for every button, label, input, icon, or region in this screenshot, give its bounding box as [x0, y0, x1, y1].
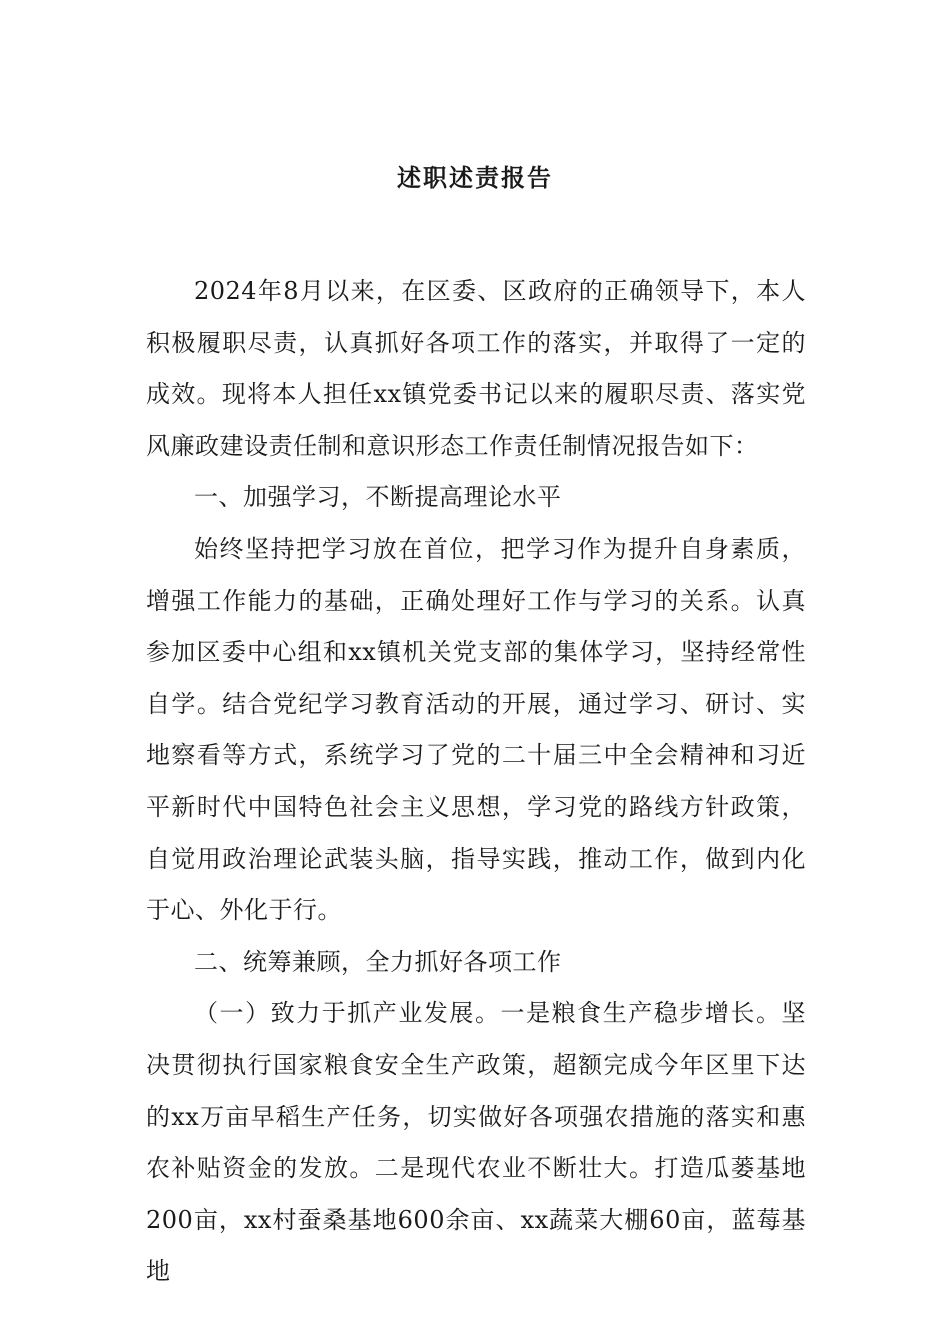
industry-paragraph: （一）致力于抓产业发展。一是粮食生产稳步增长。坚决贯彻执行国家粮食安全生产政策，超额完成今年区里下达的xx万亩早稻生产任务，切实做好各项强农措施的落实和惠农补贴资金的发放。二是现代农业不断壮大。打造瓜蒌基地200亩，xx村蚕桑基地600余亩、xx蔬菜大棚60亩，蓝莓基地 — [146, 999, 806, 1286]
document-title: 述职述责报告 — [397, 163, 553, 192]
intro-paragraph: 2024年8月以来，在区委、区政府的正确领导下，本人积极履职尽责，认真抓好各项工作的落实，并取得了一定的成效。现将本人担任xx镇党委书记以来的履职尽责、落实党风廉政建设责任制和意识形态工作责任制情况报告如下： — [146, 277, 806, 460]
study-paragraph: 始终坚持把学习放在首位，把学习作为提升自身素质，增强工作能力的基础，正确处理好工作与学习的关系。认真参加区委中心组和xx镇机关党支部的集体学习，坚持经常性自学。结合党纪学习教育活动的开展，通过学习、研讨、实地察看等方式，系统学习了党的二十届三中全会精神和习近平新时代中国特色社会主义思想，学习党的路线方针政策，自觉用政治理论武装头脑，指导实践，推动工作，做到内化于心、外化于行。 — [146, 534, 806, 925]
section-heading-2: 二、统筹兼顾，全力抓好各项工作 — [194, 947, 562, 976]
section-heading-1: 一、加强学习，不断提高理论水平 — [194, 483, 562, 512]
document-body — [146, 266, 806, 1298]
